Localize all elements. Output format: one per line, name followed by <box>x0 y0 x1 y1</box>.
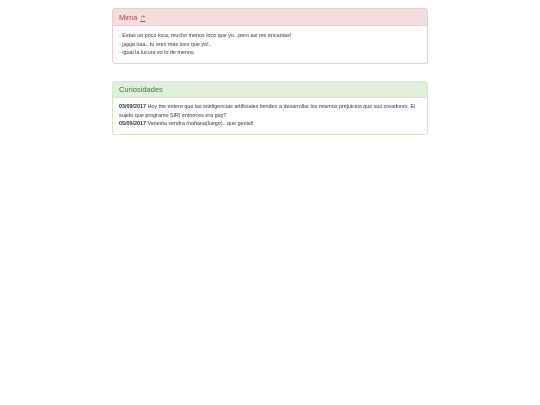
entry-date: 03/09/2017 <box>119 104 146 110</box>
quote-line: - igual la lucura es lo de menos. <box>119 50 196 56</box>
mima-panel-title: Mima <box>119 12 138 22</box>
curiosidades-panel <box>112 81 428 135</box>
quote-line: - jajaja iraa.. tu eres mas loco que yo!.. <box>119 41 212 48</box>
entry-text: Vanesta vendra mañana(luego).. que genial! <box>145 121 254 127</box>
mima-panel-body <box>113 26 427 63</box>
curiosidades-panel-body <box>113 98 427 134</box>
mima-panel-heading <box>113 9 427 26</box>
mima-panel-emoticon: :* <box>140 12 146 22</box>
curiosidades-panel-heading <box>113 82 427 98</box>
mima-panel <box>112 8 428 64</box>
entry-date: 05/09/2017 <box>119 121 146 127</box>
curiosity-entry <box>119 103 421 120</box>
curiosidades-panel-title: Curiosidades <box>119 85 163 94</box>
quote-line: - Estas un poco loca, mucho menos loco que yo...pero asi me encantas! <box>119 33 292 39</box>
curiosity-entry <box>119 120 421 129</box>
entry-text: Hoy me entere que las inteligencias artificiales tienden a desarrollar los mismos prejuicios que sus creadores. El sujeto que programo SIRI entonces era gay? <box>119 104 416 119</box>
